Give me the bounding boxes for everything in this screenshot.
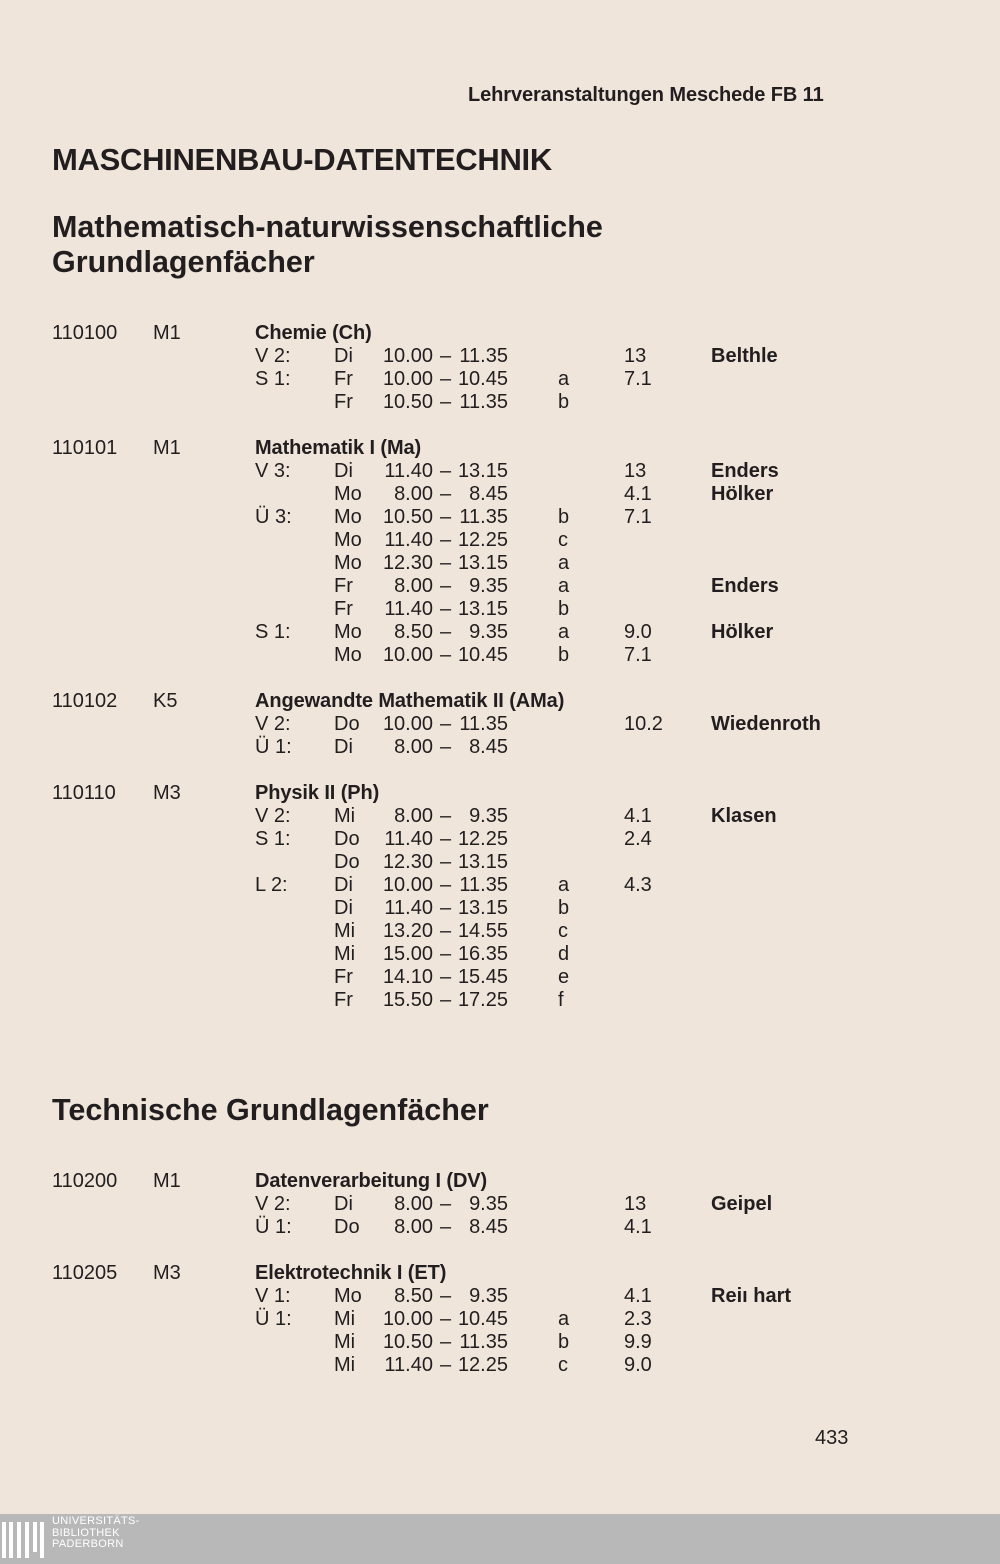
- session-row: [0, 1331, 1000, 1354]
- time-dash: –: [440, 1216, 452, 1238]
- time-start: 8.50: [394, 1285, 433, 1307]
- session-row: [0, 1285, 1000, 1308]
- session-day: Mo: [334, 552, 362, 574]
- session-group: d: [558, 943, 570, 965]
- time-start: 10.00: [382, 644, 433, 666]
- session-room: 4.1: [624, 1216, 652, 1238]
- time-start: 11.40: [384, 460, 433, 482]
- session-type: Ü 3:: [255, 506, 292, 528]
- time-dash: –: [440, 966, 452, 988]
- section-heading: [52, 210, 603, 280]
- course-header-row: [0, 782, 1000, 805]
- time-start: 10.50: [382, 391, 433, 413]
- session-row: [0, 529, 1000, 552]
- session-lecturer: Hölker: [711, 621, 774, 643]
- time-dash: –: [440, 621, 452, 643]
- time-start: 8.00: [394, 736, 433, 758]
- time-end: 13.15: [457, 552, 508, 574]
- time-start: 13.20: [382, 920, 433, 942]
- page-title: MASCHINENBAU-DATENTECHNIK: [52, 142, 552, 177]
- time-end: 13.15: [457, 897, 508, 919]
- session-type: V 2:: [255, 805, 291, 827]
- time-end: 11.35: [459, 345, 508, 367]
- session-row: [0, 805, 1000, 828]
- session-type: S 1:: [255, 368, 291, 390]
- session-lecturer: Geipel: [711, 1193, 773, 1215]
- time-end: 9.35: [469, 1193, 508, 1215]
- time-dash: –: [440, 1354, 452, 1376]
- time-end: 12.25: [457, 1354, 508, 1376]
- session-row: [0, 920, 1000, 943]
- time-end: 9.35: [469, 1285, 508, 1307]
- session-type: V 3:: [255, 460, 291, 482]
- session-row: [0, 575, 1000, 598]
- course-number: 110102: [52, 690, 118, 712]
- time-end: 11.35: [459, 874, 508, 896]
- time-end: 11.35: [459, 1331, 508, 1353]
- running-header: Lehrveranstaltungen Meschede FB 11: [468, 84, 824, 106]
- time-end: 11.35: [459, 713, 508, 735]
- library-name: [52, 1516, 140, 1551]
- course-header-row: [0, 322, 1000, 345]
- session-day: Mo: [334, 621, 362, 643]
- course-code: M1: [153, 1170, 181, 1192]
- session-type: V 2:: [255, 713, 291, 735]
- session-day: Fr: [334, 598, 353, 620]
- time-start: 10.00: [382, 713, 433, 735]
- time-start: 12.30: [382, 552, 433, 574]
- time-dash: –: [440, 851, 452, 873]
- session-room: 13: [624, 345, 647, 367]
- time-start: 10.50: [382, 1331, 433, 1353]
- course-code: M1: [153, 322, 181, 344]
- section-heading: [52, 1093, 489, 1128]
- time-end: 9.35: [469, 621, 508, 643]
- time-dash: –: [440, 1308, 452, 1330]
- time-start: 11.40: [384, 828, 433, 850]
- session-room: 2.3: [624, 1308, 652, 1330]
- session-day: Mo: [334, 506, 362, 528]
- session-lecturer: Enders: [711, 460, 779, 482]
- session-row: [0, 345, 1000, 368]
- session-room: 7.1: [624, 644, 652, 666]
- session-row: [0, 368, 1000, 391]
- time-end: 13.15: [457, 460, 508, 482]
- footer-bar: [0, 1514, 1000, 1564]
- session-day: Mi: [334, 805, 356, 827]
- course-header-row: [0, 1262, 1000, 1285]
- session-type: Ü 1:: [255, 736, 292, 758]
- course-code: K5: [153, 690, 178, 712]
- course-header-row: [0, 1170, 1000, 1193]
- session-row: [0, 552, 1000, 575]
- time-start: 15.50: [382, 989, 433, 1011]
- session-row: [0, 1354, 1000, 1377]
- session-day: Mi: [334, 1331, 356, 1353]
- time-end: 10.45: [457, 1308, 508, 1330]
- session-group: a: [558, 621, 570, 643]
- library-logo-icon: [0, 1514, 46, 1564]
- session-day: Fr: [334, 391, 353, 413]
- session-day: Fr: [334, 989, 353, 1011]
- time-end: 12.25: [457, 529, 508, 551]
- session-day: Di: [334, 1193, 353, 1215]
- time-dash: –: [440, 598, 452, 620]
- session-day: Mo: [334, 1285, 362, 1307]
- time-dash: –: [440, 460, 452, 482]
- course-title: Physik II (Ph): [255, 782, 380, 804]
- time-dash: –: [440, 345, 452, 367]
- session-day: Di: [334, 874, 353, 896]
- session-room: 7.1: [624, 506, 652, 528]
- session-type: V 2:: [255, 345, 291, 367]
- session-row: [0, 1193, 1000, 1216]
- session-room: 2.4: [624, 828, 652, 850]
- time-start: 14.10: [382, 966, 433, 988]
- library-name-line: UNIVERSITÄTS-: [52, 1515, 140, 1527]
- session-group: b: [558, 391, 570, 413]
- session-lecturer: Reiı hart: [711, 1285, 792, 1307]
- session-group: e: [558, 966, 570, 988]
- session-group: f: [558, 989, 564, 1011]
- time-dash: –: [440, 989, 452, 1011]
- session-day: Do: [334, 713, 360, 735]
- session-day: Do: [334, 1216, 360, 1238]
- session-group: b: [558, 1331, 570, 1353]
- session-room: 4.1: [624, 1285, 652, 1307]
- time-dash: –: [440, 644, 452, 666]
- session-group: a: [558, 368, 570, 390]
- session-type: L 2:: [255, 874, 288, 896]
- session-day: Mo: [334, 529, 362, 551]
- time-end: 10.45: [457, 644, 508, 666]
- time-end: 10.45: [457, 368, 508, 390]
- course-number: 110110: [52, 782, 116, 804]
- session-type: Ü 1:: [255, 1308, 292, 1330]
- session-day: Mi: [334, 920, 356, 942]
- course-code: M3: [153, 1262, 181, 1284]
- session-group: b: [558, 506, 570, 528]
- session-day: Mi: [334, 943, 356, 965]
- time-end: 9.35: [469, 575, 508, 597]
- time-dash: –: [440, 920, 452, 942]
- session-room: 9.0: [624, 621, 652, 643]
- session-row: [0, 391, 1000, 414]
- session-day: Mo: [334, 483, 362, 505]
- course-title: Elektrotechnik I (ET): [255, 1262, 447, 1284]
- course-table: [0, 322, 1000, 1012]
- session-row: [0, 713, 1000, 736]
- library-name-line: BIBLIOTHEK: [52, 1526, 120, 1539]
- session-lecturer: Hölker: [711, 483, 774, 505]
- session-row: [0, 460, 1000, 483]
- time-start: 11.40: [384, 598, 433, 620]
- time-end: 13.15: [457, 851, 508, 873]
- session-row: [0, 897, 1000, 920]
- time-dash: –: [440, 1285, 452, 1307]
- session-type: V 2:: [255, 1193, 291, 1215]
- session-day: Fr: [334, 966, 353, 988]
- session-room: 13: [624, 1193, 647, 1215]
- session-day: Di: [334, 736, 353, 758]
- course-code: M3: [153, 782, 181, 804]
- course-code: M1: [153, 437, 181, 459]
- session-type: Ü 1:: [255, 1216, 292, 1238]
- session-type: S 1:: [255, 621, 291, 643]
- course-number: 110200: [52, 1170, 118, 1192]
- course-title: Datenverarbeitung I (DV): [255, 1170, 488, 1192]
- time-start: 8.00: [394, 575, 433, 597]
- session-group: a: [558, 552, 570, 574]
- time-end: 8.45: [469, 1216, 508, 1238]
- session-row: [0, 851, 1000, 874]
- session-day: Do: [334, 828, 360, 850]
- course-header-row: [0, 690, 1000, 713]
- time-dash: –: [440, 897, 452, 919]
- time-start: 8.00: [394, 1193, 433, 1215]
- session-group: c: [558, 1354, 568, 1376]
- time-dash: –: [440, 552, 452, 574]
- time-start: 10.50: [382, 506, 433, 528]
- session-row: [0, 828, 1000, 851]
- session-room: 7.1: [624, 368, 652, 390]
- course-number: 110100: [52, 322, 118, 344]
- session-group: c: [558, 920, 568, 942]
- session-type: S 1:: [255, 828, 291, 850]
- session-room: 13: [624, 460, 647, 482]
- session-room: 9.0: [624, 1354, 652, 1376]
- session-group: b: [558, 644, 570, 666]
- session-group: c: [558, 529, 568, 551]
- session-row: [0, 621, 1000, 644]
- time-end: 8.45: [469, 483, 508, 505]
- time-dash: –: [440, 529, 452, 551]
- session-row: [0, 1308, 1000, 1331]
- session-room: 4.1: [624, 805, 652, 827]
- time-end: 9.35: [469, 805, 508, 827]
- session-day: Di: [334, 460, 353, 482]
- time-end: 11.35: [459, 391, 508, 413]
- section-heading-line: Mathematisch-naturwissenschaftliche: [52, 210, 603, 244]
- session-room: 9.9: [624, 1331, 652, 1353]
- session-day: Do: [334, 851, 360, 873]
- time-end: 12.25: [457, 828, 508, 850]
- session-row: [0, 506, 1000, 529]
- time-start: 10.00: [382, 874, 433, 896]
- course-number: 110205: [52, 1262, 118, 1284]
- session-day: Fr: [334, 368, 353, 390]
- time-dash: –: [440, 575, 452, 597]
- session-day: Di: [334, 897, 353, 919]
- session-group: a: [558, 575, 570, 597]
- time-dash: –: [440, 1331, 452, 1353]
- time-dash: –: [440, 736, 452, 758]
- session-lecturer: Belthle: [711, 345, 778, 367]
- session-lecturer: Enders: [711, 575, 779, 597]
- session-row: [0, 874, 1000, 897]
- library-name-line: PADERBORN: [52, 1538, 124, 1550]
- course-title: Mathematik I (Ma): [255, 437, 422, 459]
- time-end: 15.45: [457, 966, 508, 988]
- time-start: 8.00: [394, 483, 433, 505]
- time-dash: –: [440, 506, 452, 528]
- section-heading-line: Technische Grundlagenfächer: [52, 1093, 489, 1127]
- session-group: a: [558, 874, 570, 896]
- session-lecturer: Wiedenroth: [711, 713, 821, 735]
- time-end: 16.35: [457, 943, 508, 965]
- page-number: 433: [815, 1427, 849, 1449]
- time-start: 11.40: [384, 897, 433, 919]
- time-dash: –: [440, 713, 452, 735]
- time-end: 13.15: [457, 598, 508, 620]
- time-start: 8.00: [394, 1216, 433, 1238]
- time-start: 15.00: [382, 943, 433, 965]
- session-group: b: [558, 897, 570, 919]
- time-end: 17.25: [457, 989, 508, 1011]
- course-header-row: [0, 437, 1000, 460]
- session-row: [0, 644, 1000, 667]
- time-end: 14.55: [457, 920, 508, 942]
- time-dash: –: [440, 943, 452, 965]
- session-row: [0, 736, 1000, 759]
- session-row: [0, 598, 1000, 621]
- session-room: 10.2: [624, 713, 663, 735]
- session-row: [0, 966, 1000, 989]
- course-title: Angewandte Mathematik II (AMa): [255, 690, 565, 712]
- session-group: b: [558, 598, 570, 620]
- time-start: 10.00: [382, 345, 433, 367]
- session-group: a: [558, 1308, 570, 1330]
- course-title: Chemie (Ch): [255, 322, 372, 344]
- time-dash: –: [440, 874, 452, 896]
- session-lecturer: Klasen: [711, 805, 777, 827]
- time-start: 10.00: [382, 1308, 433, 1330]
- time-dash: –: [440, 368, 452, 390]
- time-end: 11.35: [459, 506, 508, 528]
- time-start: 8.00: [394, 805, 433, 827]
- session-day: Mo: [334, 644, 362, 666]
- session-row: [0, 989, 1000, 1012]
- time-dash: –: [440, 828, 452, 850]
- time-start: 8.50: [394, 621, 433, 643]
- session-type: V 1:: [255, 1285, 291, 1307]
- time-start: 11.40: [384, 529, 433, 551]
- session-day: Mi: [334, 1354, 356, 1376]
- time-dash: –: [440, 1193, 452, 1215]
- section-heading-line: Grundlagenfächer: [52, 245, 315, 279]
- session-day: Fr: [334, 575, 353, 597]
- session-day: Mi: [334, 1308, 356, 1330]
- time-start: 11.40: [384, 1354, 433, 1376]
- session-row: [0, 483, 1000, 506]
- course-number: 110101: [52, 437, 118, 459]
- session-row: [0, 1216, 1000, 1239]
- session-room: 4.3: [624, 874, 652, 896]
- time-start: 12.30: [382, 851, 433, 873]
- session-day: Di: [334, 345, 353, 367]
- time-dash: –: [440, 391, 452, 413]
- time-dash: –: [440, 483, 452, 505]
- time-end: 8.45: [469, 736, 508, 758]
- time-start: 10.00: [382, 368, 433, 390]
- time-dash: –: [440, 805, 452, 827]
- course-table: [0, 1170, 1000, 1380]
- session-row: [0, 943, 1000, 966]
- session-room: 4.1: [624, 483, 652, 505]
